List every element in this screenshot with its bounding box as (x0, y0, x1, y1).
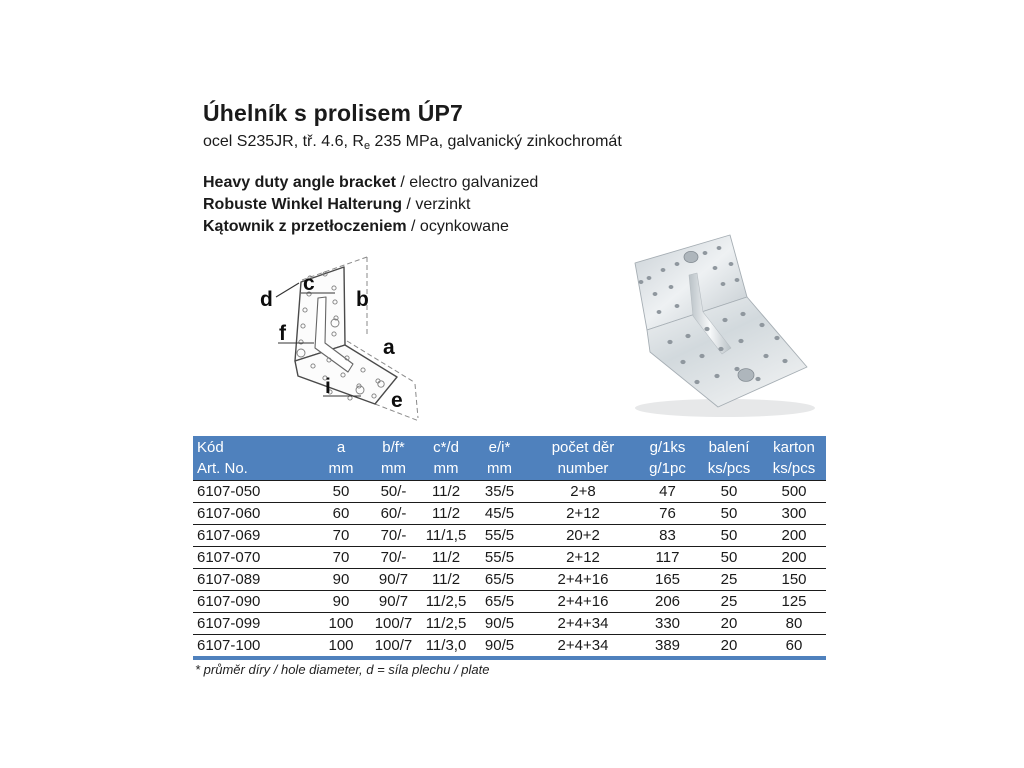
column-header: karton ks/pcs (762, 436, 826, 481)
value-cell: 2+4+34 (527, 635, 639, 657)
value-cell: 150 (762, 569, 826, 591)
description-rest: / verzinkt (401, 196, 471, 213)
description-line-pl (203, 216, 538, 238)
value-cell: 70 (315, 525, 367, 547)
column-header: g/1ks g/1pc (639, 436, 696, 481)
footnote: * průměr díry / hole diameter, d = síla plechu / plate (195, 662, 490, 677)
description-bold: Robuste Winkel Halterung (203, 196, 402, 213)
table-header (193, 436, 826, 481)
value-cell: 50/- (367, 481, 420, 503)
column-header: b/f* mm (367, 436, 420, 481)
table-row (193, 635, 826, 657)
value-cell: 90/5 (472, 613, 527, 635)
value-cell: 2+12 (527, 503, 639, 525)
value-cell: 300 (762, 503, 826, 525)
value-cell: 11/3,0 (420, 635, 472, 657)
subscript-e: e (363, 140, 371, 152)
value-cell: 200 (762, 525, 826, 547)
value-cell: 55/5 (472, 547, 527, 569)
value-cell: 100 (315, 635, 367, 657)
spec-table (193, 436, 826, 656)
value-cell: 11/2 (420, 481, 472, 503)
table-row (193, 481, 826, 503)
value-cell: 65/5 (472, 569, 527, 591)
art-no-cell: 6107-070 (193, 547, 315, 569)
value-cell: 35/5 (472, 481, 527, 503)
column-header: Kód Art. No. (193, 436, 315, 481)
column-header: balení ks/pcs (696, 436, 762, 481)
value-cell: 50 (315, 481, 367, 503)
value-cell: 100 (315, 613, 367, 635)
art-no-cell: 6107-100 (193, 635, 315, 657)
dim-label-c: c (303, 272, 315, 295)
value-cell: 100/7 (367, 635, 420, 657)
value-cell: 117 (639, 547, 696, 569)
value-cell: 165 (639, 569, 696, 591)
product-photo (625, 220, 865, 422)
value-cell: 500 (762, 481, 826, 503)
value-cell: 11/2,5 (420, 613, 472, 635)
value-cell: 70/- (367, 547, 420, 569)
value-cell: 125 (762, 591, 826, 613)
value-cell: 50 (696, 503, 762, 525)
table-row (193, 547, 826, 569)
value-cell: 11/2 (420, 547, 472, 569)
table-row (193, 591, 826, 613)
value-cell: 50 (696, 547, 762, 569)
table-row (193, 525, 826, 547)
photo-bracket (635, 235, 807, 407)
value-cell: 70/- (367, 525, 420, 547)
art-no-cell: 6107-089 (193, 569, 315, 591)
value-cell: 90/7 (367, 591, 420, 613)
description-rest: / ocynkowane (406, 218, 509, 235)
value-cell: 55/5 (472, 525, 527, 547)
art-no-cell: 6107-050 (193, 481, 315, 503)
value-cell: 100/7 (367, 613, 420, 635)
subtitle-text-2: 235 MPa, galvanický zinkochromát (370, 133, 622, 150)
table-row (193, 613, 826, 635)
value-cell: 90/7 (367, 569, 420, 591)
value-cell: 90 (315, 569, 367, 591)
value-cell: 20+2 (527, 525, 639, 547)
dim-label-f: f (279, 322, 286, 345)
product-subtitle (203, 133, 622, 152)
value-cell: 330 (639, 613, 696, 635)
description-bold: Heavy duty angle bracket (203, 174, 396, 191)
value-cell: 70 (315, 547, 367, 569)
value-cell: 2+12 (527, 547, 639, 569)
table-body (193, 481, 826, 657)
dim-label-e: e (391, 389, 403, 412)
value-cell: 200 (762, 547, 826, 569)
table-header-row (193, 436, 826, 481)
column-header: počet děr number (527, 436, 639, 481)
description-block (203, 172, 538, 238)
dim-label-d: d (260, 288, 273, 311)
dim-label-a: a (383, 336, 395, 359)
dim-label-b: b (356, 288, 369, 311)
value-cell: 50 (696, 525, 762, 547)
subtitle-text: ocel S235JR, tř. 4.6, R (203, 133, 364, 150)
value-cell: 2+8 (527, 481, 639, 503)
description-bold: Kątownik z przetłoczeniem (203, 218, 407, 235)
column-header: a mm (315, 436, 367, 481)
value-cell: 45/5 (472, 503, 527, 525)
value-cell: 2+4+16 (527, 569, 639, 591)
value-cell: 2+4+34 (527, 613, 639, 635)
dimension-diagram (235, 250, 445, 425)
column-header: e/i* mm (472, 436, 527, 481)
table-row (193, 503, 826, 525)
value-cell: 11/2,5 (420, 591, 472, 613)
value-cell: 206 (639, 591, 696, 613)
spec-table-wrap (193, 436, 826, 660)
value-cell: 50 (696, 481, 762, 503)
value-cell: 60 (315, 503, 367, 525)
product-title: Úhelník s prolisem ÚP7 (203, 100, 464, 126)
value-cell: 47 (639, 481, 696, 503)
description-line-de (203, 194, 538, 216)
art-no-cell: 6107-069 (193, 525, 315, 547)
value-cell: 80 (762, 613, 826, 635)
value-cell: 389 (639, 635, 696, 657)
value-cell: 2+4+16 (527, 591, 639, 613)
description-line-en (203, 172, 538, 194)
value-cell: 11/2 (420, 503, 472, 525)
art-no-cell: 6107-060 (193, 503, 315, 525)
value-cell: 11/1,5 (420, 525, 472, 547)
value-cell: 90/5 (472, 635, 527, 657)
art-no-cell: 6107-090 (193, 591, 315, 613)
value-cell: 25 (696, 569, 762, 591)
value-cell: 11/2 (420, 569, 472, 591)
value-cell: 25 (696, 591, 762, 613)
value-cell: 83 (639, 525, 696, 547)
value-cell: 65/5 (472, 591, 527, 613)
value-cell: 76 (639, 503, 696, 525)
value-cell: 90 (315, 591, 367, 613)
description-rest: / electro galvanized (395, 174, 539, 191)
value-cell: 60/- (367, 503, 420, 525)
value-cell: 20 (696, 613, 762, 635)
dim-label-i: i (325, 375, 331, 398)
table-bottom-border (193, 656, 826, 660)
value-cell: 20 (696, 635, 762, 657)
art-no-cell: 6107-099 (193, 613, 315, 635)
column-header: c*/d mm (420, 436, 472, 481)
table-row (193, 569, 826, 591)
value-cell: 60 (762, 635, 826, 657)
